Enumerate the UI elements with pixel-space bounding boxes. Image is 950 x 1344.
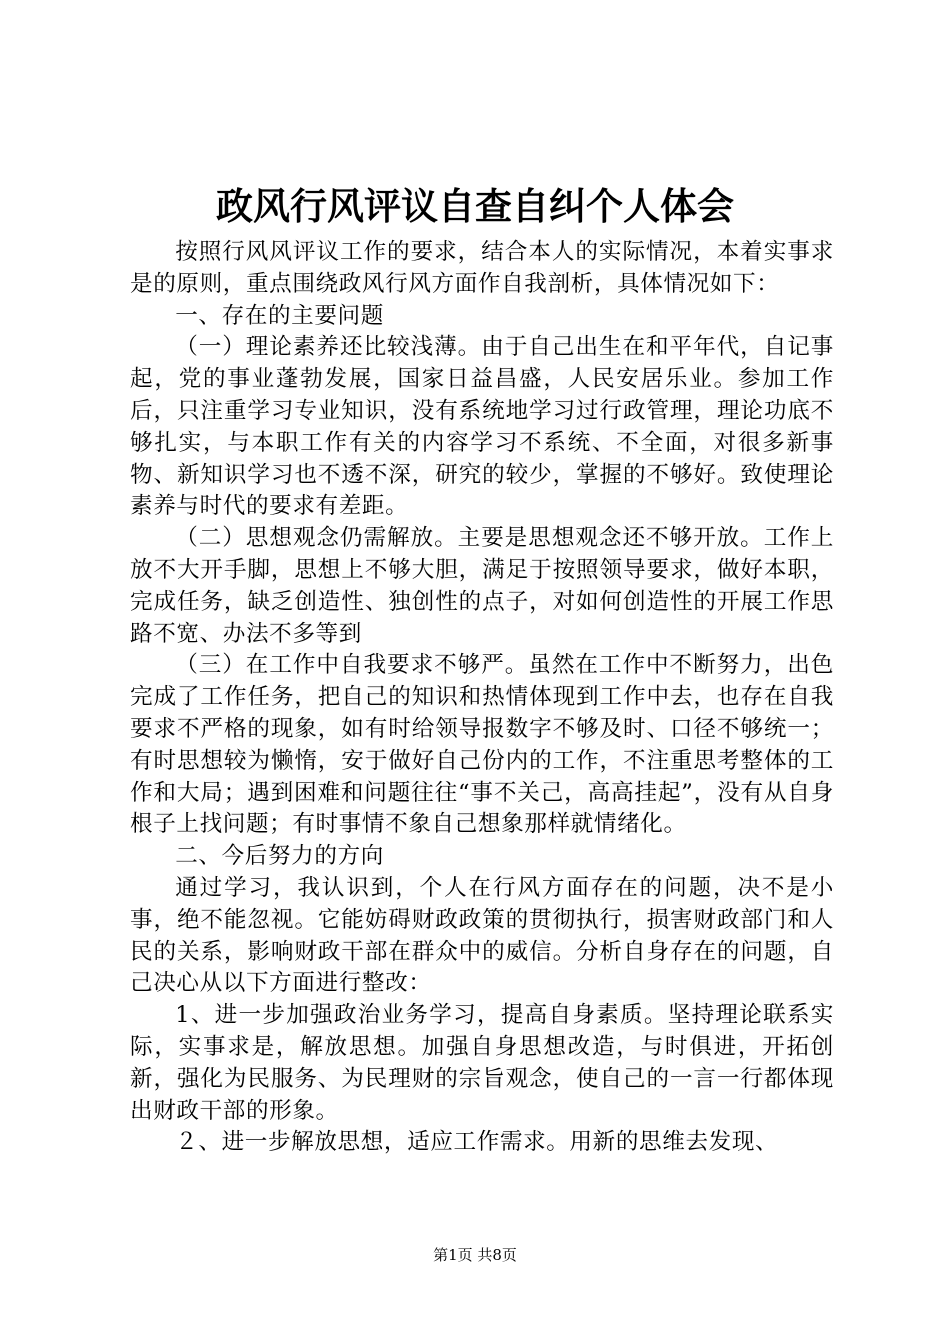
document-body bbox=[130, 237, 834, 1159]
direction-intro-paragraph: 通过学习，我认识到，个人在行风方面存在的问题，决不是小事，绝不能忽视。它能妨碍财政政策的贯彻执行，损害财政部门和人民的关系，影响财政干部在群众中的威信。分析自身存在的问题，自己决心从以下方面进行整改： bbox=[130, 874, 834, 997]
page-footer: 第1页 共8页 bbox=[433, 1246, 517, 1264]
direction-item-1: 1、进一步加强政治业务学习，提高自身素质。坚持理论联系实际，实事求是，解放思想。加强自身思想改造，与时俱进，开拓创新，强化为民服务、为民理财的宗旨观念，使自己的一言一行都体现出财政干部的形象。 bbox=[130, 1002, 834, 1124]
section-heading-direction: 二、今后努力的方向 bbox=[175, 843, 384, 870]
problem-paragraph-2: （二）思想观念仍需解放。主要是思想观念还不够开放。工作上放不大开手脚，思想上不够大胆，满足于按照领导要求，做好本职，完成任务，缺乏创造性、独创性的点子，对如何创造性的开展工作思路不宽、办法不多等到 bbox=[130, 525, 834, 647]
intro-paragraph: 按照行风风评议工作的要求，结合本人的实际情况，本着实事求是的原则，重点围绕政风行风方面作自我剖析，具体情况如下： bbox=[130, 239, 834, 297]
direction-item-2: ２、进一步解放思想，适应工作需求。用新的思维去发现、 bbox=[175, 1129, 779, 1156]
document-title: 政风行风评议自查自纠个人体会 bbox=[216, 185, 734, 228]
section-heading-problems: 一、存在的主要问题 bbox=[175, 302, 384, 329]
problem-paragraph-1: （一）理论素养还比较浅薄。由于自己出生在和平年代，自记事起，党的事业蓬勃发展，国家日益昌盛，人民安居乐业。参加工作后，只注重学习专业知识，没有系统地学习过行政管理，理论功底不够扎实，与本职工作有关的内容学习不系统、不全面，对很多新事物、新知识学习也不透不深，研究的较少，掌握的不够好。致使理论素养与时代的要求有差距。 bbox=[130, 334, 834, 520]
problem-paragraph-3: （三）在工作中自我要求不够严。虽然在工作中不断努力，出色完成了工作任务，把自己的知识和热情体现到工作中去，也存在自我要求不严格的现象，如有时给领导报数字不够及时、口径不够统一；有时思想较为懒惰，安于做好自己份内的工作，不注重思考整体的工作和大局；遇到困难和问题往往“事不关己，高高挂起”，没有从自身根子上找问题；有时事情不象自己想象那样就情绪化。 bbox=[130, 652, 834, 838]
